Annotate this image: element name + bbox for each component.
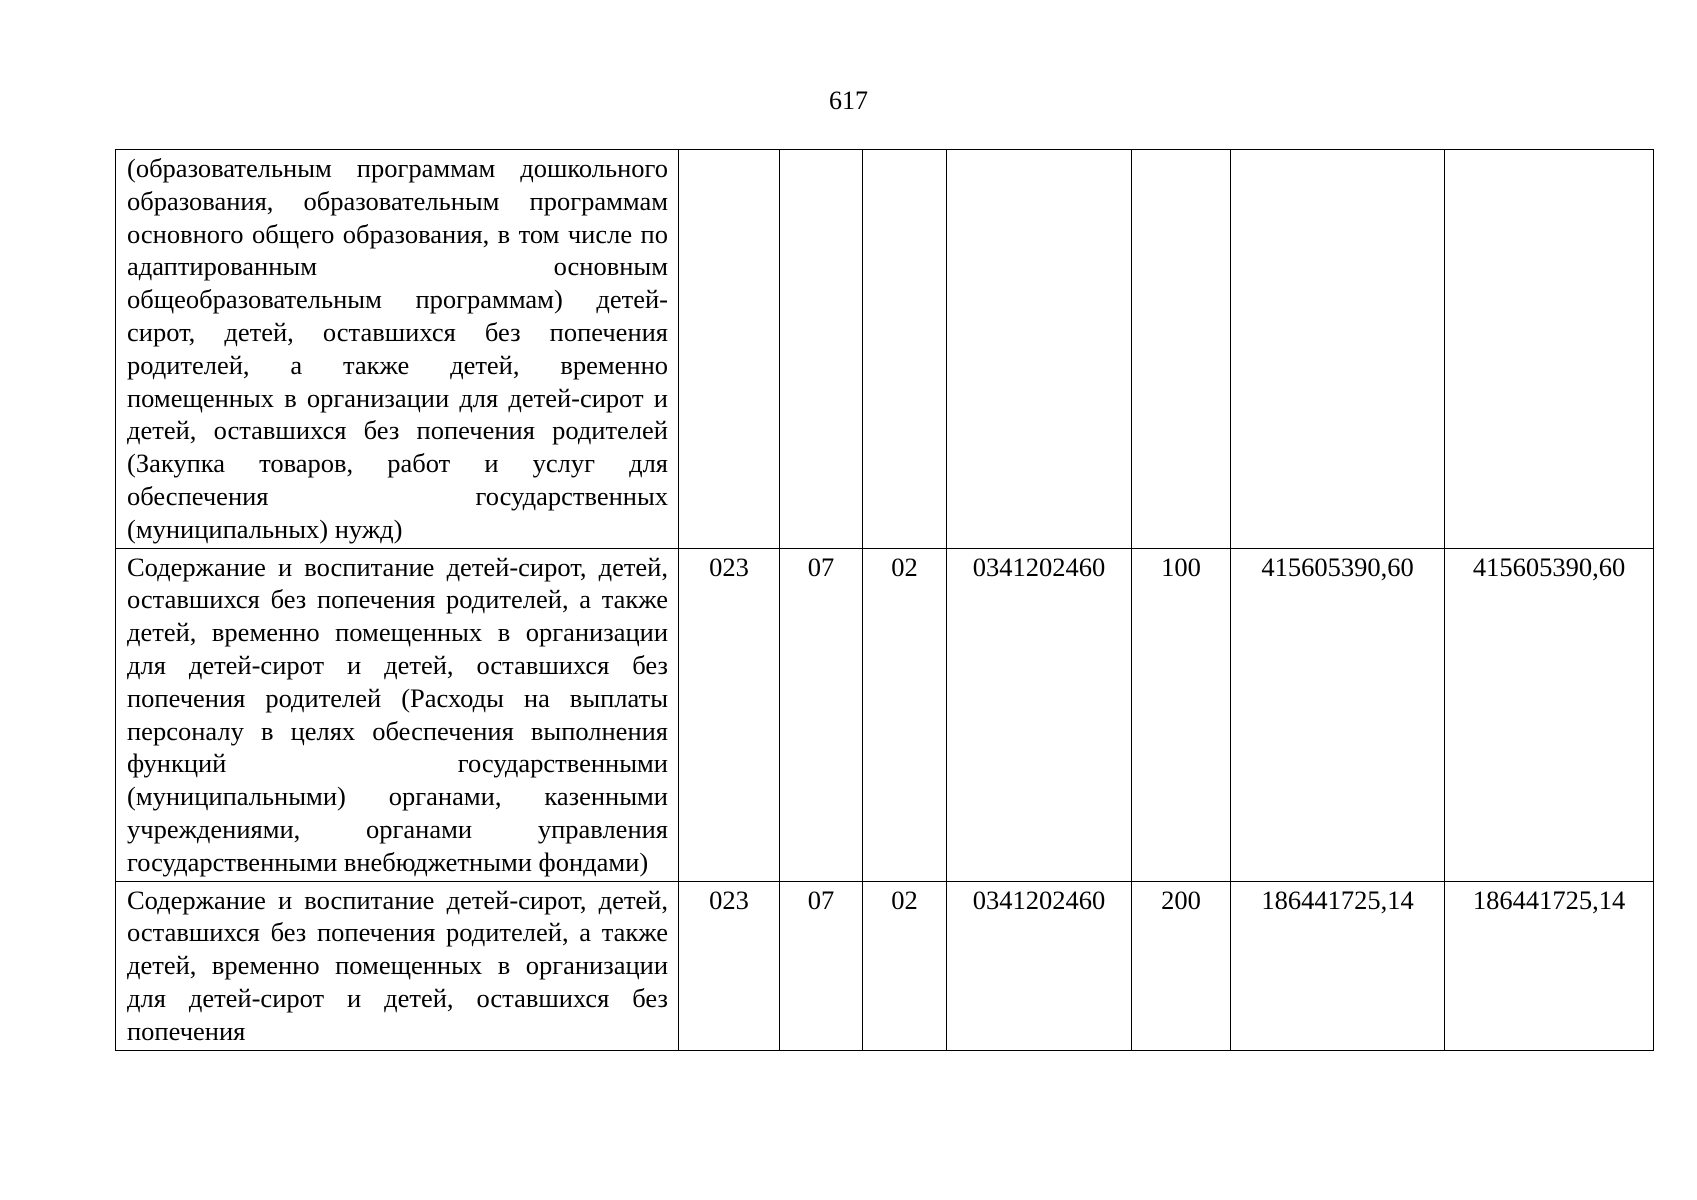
target-article-code: 0341202460 [947,881,1132,1050]
section-code [780,150,863,549]
table-row [116,150,1654,549]
ministry-code: 023 [679,881,780,1050]
page-number: 617 [829,86,868,115]
expense-type-code [1132,150,1231,549]
section-code: 07 [780,881,863,1050]
subsection-code: 02 [863,548,947,881]
target-article-code [947,150,1132,549]
amount-first [1231,150,1445,549]
amount-first: 415605390,60 [1231,548,1445,881]
amount-first: 186441725,14 [1231,881,1445,1050]
amount-second: 415605390,60 [1445,548,1654,881]
row-description: Содержание и воспитание детей-сирот, детей, оставшихся без попечения родителей, а также детей, временно помещенных в организации для детей-сирот и детей, оставшихся без попечения родителей (Расходы на выплаты персоналу в целях обеспечения выполнения функций государственными (муниципальными) органами, казенными учреждениями, органами управления государственными внебюджетными фондами) [116,548,679,881]
expense-type-code: 200 [1132,881,1231,1050]
ministry-code: 023 [679,548,780,881]
target-article-code: 0341202460 [947,548,1132,881]
row-description: (образовательным программам дошкольного образования, образовательным программам основного общего образования, в том числе по адаптированным основным общеобразовательным программам) детей-сирот, детей, оставшихся без попечения родителей, а также детей, временно помещенных в организации для детей-сирот и детей, оставшихся без попечения родителей (Закупка товаров, работ и услуг для обеспечения государственных (муниципальных) нужд) [116,150,679,549]
table-row [116,881,1654,1050]
budget-table [115,149,1654,1051]
table-row [116,548,1654,881]
amount-second: 186441725,14 [1445,881,1654,1050]
subsection-code: 02 [863,881,947,1050]
section-code: 07 [780,548,863,881]
expense-type-code: 100 [1132,548,1231,881]
ministry-code [679,150,780,549]
row-description: Содержание и воспитание детей-сирот, детей, оставшихся без попечения родителей, а также детей, временно помещенных в организации для детей-сирот и детей, оставшихся без попечения [116,881,679,1050]
amount-second [1445,150,1654,549]
subsection-code [863,150,947,549]
